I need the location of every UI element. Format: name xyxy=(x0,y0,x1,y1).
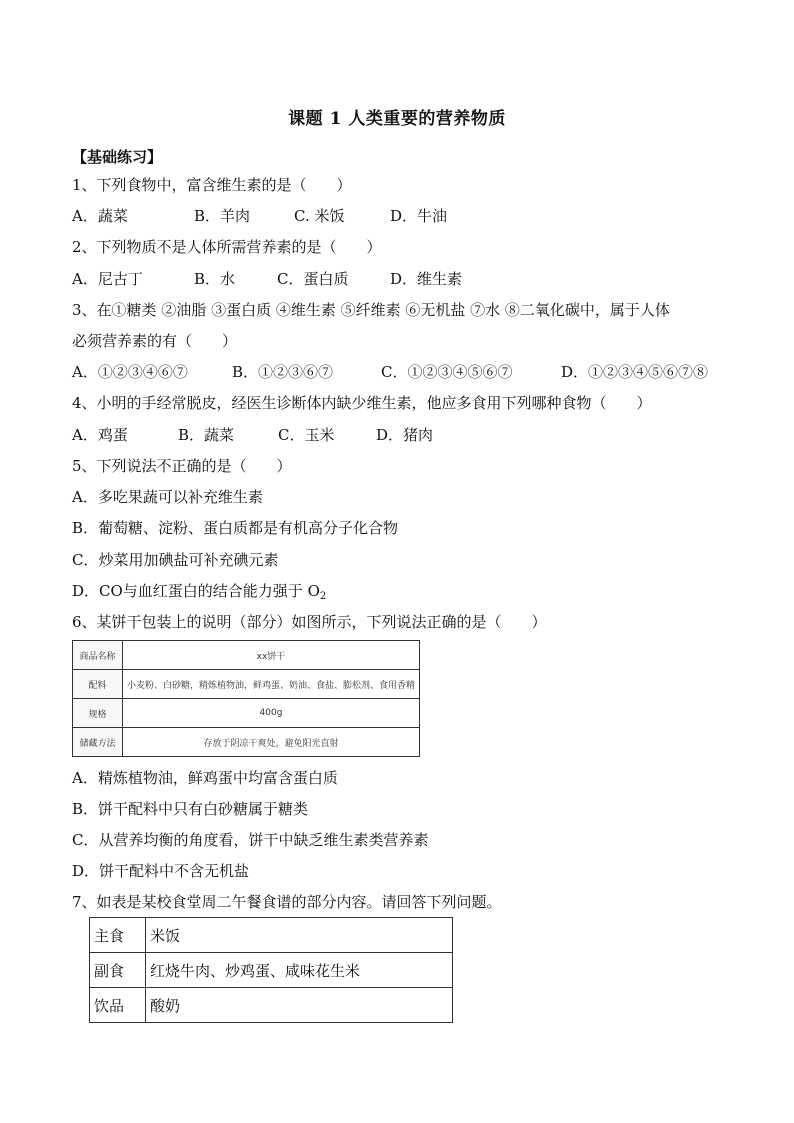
table-row xyxy=(73,699,420,728)
question-4-stem: 4、小明的手经常脱皮，经医生诊断体内缺少维生素，他应多食用下列哪种食物（ ） xyxy=(72,394,652,412)
table-row xyxy=(90,953,453,988)
table-cell-key: 配料 xyxy=(73,670,123,699)
table-row xyxy=(90,918,453,953)
question-3-options xyxy=(72,361,708,383)
table-row xyxy=(73,728,420,757)
table-cell-key: 饮品 xyxy=(90,988,146,1023)
table-cell-value: 400g xyxy=(122,699,419,728)
option-b: B．羊肉 xyxy=(194,207,251,225)
option-a: A．①②③④⑥⑦ xyxy=(72,363,188,381)
question-5-stem: 5、下列说法不正确的是（ ） xyxy=(72,457,292,475)
question-1-options xyxy=(72,205,447,227)
table-cell-value: 米饭 xyxy=(146,918,453,953)
option-d: D．牛油 xyxy=(390,207,448,225)
question-5-option-c: C．炒菜用加碘盐可补充碘元素 xyxy=(72,551,279,569)
question-4-options xyxy=(72,424,433,446)
page-title: 课题 1 人类重要的营养物质 xyxy=(288,109,506,129)
subscript: 2 xyxy=(319,591,327,602)
question-6-stem: 6、某饼干包装上的说明（部分）如图所示，下列说法正确的是（ ） xyxy=(72,613,547,631)
option-a: A．蔬菜 xyxy=(72,207,128,225)
option-a: A．尼古丁 xyxy=(72,270,143,288)
question-2-stem: 2、下列物质不是人体所需营养素的是（ ） xyxy=(72,238,382,256)
table-cell-key: 主食 xyxy=(90,918,146,953)
question-5-option-b: B．葡萄糖、淀粉、蛋白质都是有机高分子化合物 xyxy=(72,519,399,537)
option-d: D．猪肉 xyxy=(376,426,434,444)
option-c: C．玉米 xyxy=(278,426,335,444)
table-cell-key: 储藏方法 xyxy=(73,728,123,757)
option-b: B．水 xyxy=(194,270,236,288)
table-cell-value: xx饼干 xyxy=(122,641,419,670)
lunch-menu-table xyxy=(89,917,453,1023)
question-6-option-d: D．饼干配料中不含无机盐 xyxy=(72,862,250,880)
table-cell-value: 小麦粉、白砂糖，精炼植物油，鲜鸡蛋、奶油、食盐、膨松剂、食用香精 xyxy=(122,670,419,699)
table-cell-value: 酸奶 xyxy=(146,988,453,1023)
question-5-option-a: A．多吃果蔬可以补充维生素 xyxy=(72,488,263,506)
table-cell-value: 红烧牛肉、炒鸡蛋、咸味花生米 xyxy=(146,953,453,988)
question-6-option-b: B．饼干配料中只有白砂糖属于糖类 xyxy=(72,800,309,818)
table-cell-key: 规格 xyxy=(73,699,123,728)
option-d-text: D．CO与血红蛋白的结合能力强于 O xyxy=(72,582,320,600)
option-d: D．维生素 xyxy=(390,270,463,288)
option-b: B．①②③⑥⑦ xyxy=(232,363,334,381)
question-3-stem-line2: 必须营养素的有（ ） xyxy=(72,332,238,350)
question-5-option-d xyxy=(72,580,326,608)
option-a: A．鸡蛋 xyxy=(72,426,128,444)
table-cell-key: 副食 xyxy=(90,953,146,988)
question-7-stem: 7、如表是某校食堂周二午餐食谱的部分内容。请回答下列问题。 xyxy=(72,893,502,911)
table-row xyxy=(73,641,420,670)
option-c: C. 米饭 xyxy=(294,207,345,225)
section-heading: 【基础练习】 xyxy=(72,148,163,166)
table-row xyxy=(90,988,453,1023)
table-cell-value: 存放于阴凉干爽处，避免阳光直射 xyxy=(122,728,419,757)
option-d: D．①②③④⑤⑥⑦⑧ xyxy=(561,363,709,381)
option-c: C．蛋白质 xyxy=(277,270,349,288)
option-c: C．①②③④⑤⑥⑦ xyxy=(381,363,513,381)
table-row xyxy=(73,670,420,699)
question-2-options xyxy=(72,268,462,290)
table-cell-key: 商品名称 xyxy=(73,641,123,670)
option-b: B．蔬菜 xyxy=(178,426,235,444)
question-6-option-a: A．精炼植物油，鲜鸡蛋中均富含蛋白质 xyxy=(72,769,338,787)
package-label-table xyxy=(72,640,420,757)
question-1-stem: 1、下列食物中，富含维生素的是（ ） xyxy=(72,176,352,194)
question-6-option-c: C．从营养均衡的角度看，饼干中缺乏维生素类营养素 xyxy=(72,831,429,849)
question-3-stem-line1: 3、在①糖类 ②油脂 ③蛋白质 ④维生素 ⑤纤维素 ⑥无机盐 ⑦水 ⑧二氧化碳中，属于人体 xyxy=(72,301,670,319)
